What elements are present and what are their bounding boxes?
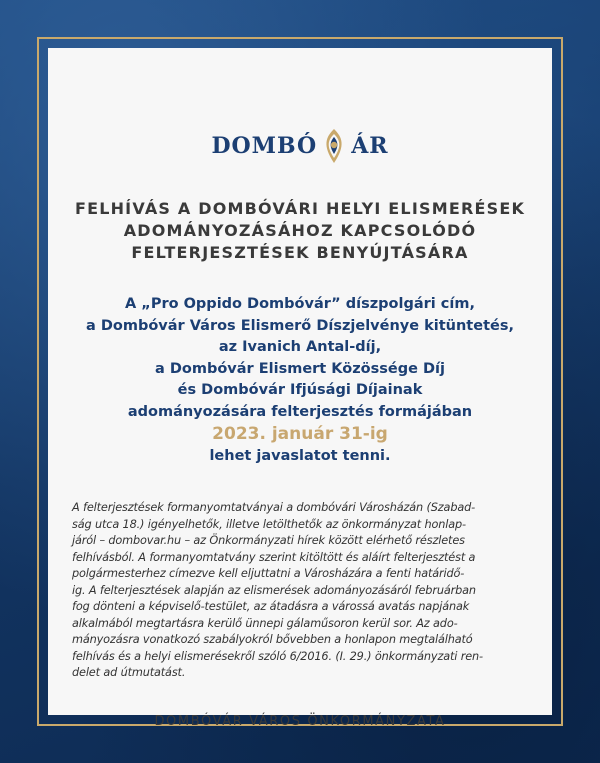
notice-panel: [48, 48, 552, 729]
paragraph-line: polgármesterhez címezve kell eljuttatni a Városházára a fenti határidő-: [72, 567, 465, 580]
details-paragraph: [72, 500, 528, 682]
paragraph-line: A felterjesztések formanyomtatványai a dombóvári Városházán (Szabad-: [72, 501, 476, 514]
dombovar-logo: [48, 126, 552, 166]
award-line: az Ivanich Antal-díj,: [218, 339, 382, 355]
paragraph-line: felhívás és a helyi elismerésekről szóló 6/2016. (I. 29.) önkormányzati ren-: [72, 649, 483, 663]
award-line: és Dombóvár Ifjúsági Díjainak: [177, 382, 423, 398]
award-line: a Dombóvár Elismert Közössége Díj: [155, 360, 445, 377]
notice-heading: [48, 198, 552, 264]
heading-line: FELTERJESZTÉSEK BENYÚJTÁSÁRA: [131, 243, 469, 262]
award-line: a Dombóvár Város Elismerő Díszjelvénye kitüntetés,: [86, 317, 514, 334]
awards-block: [48, 294, 552, 468]
paragraph-line: alkalmából megtartásra kerülő ünnepi gálaműsoron kerül sor. Az ado-: [72, 616, 458, 630]
heading-line: ADOMÁNYOZÁSÁHOZ KAPCSOLÓDÓ: [123, 221, 477, 240]
paragraph-line: delet ad útmutatást.: [72, 666, 186, 679]
logo-text-right: ÁR: [351, 133, 389, 159]
paragraph-line: ság utca 18.) igényelhetők, illetve letölthetők az önkormányzat honlap-: [72, 517, 466, 531]
award-closing-line: lehet javaslatot tenni.: [209, 448, 391, 464]
award-line: A „Pro Oppido Dombóvár” díszpolgári cím,: [125, 296, 475, 312]
paragraph-line: ig. A felterjesztések alapján az elismerések adományozásáról februárban: [72, 583, 476, 597]
paragraph-line: járól – dombovar.hu – az Önkormányzati hírek között elérhető részletes: [72, 534, 465, 547]
paragraph-line: mányozásra vonatkozó szabályokról bővebben a honlapon megtalálható: [72, 633, 473, 646]
paragraph-line: fog dönteni a képviselő-testület, az átadásra a várossá avatás napjának: [72, 600, 470, 613]
heading-line: FELHÍVÁS A DOMBÓVÁRI HELYI ELISMERÉSEK: [74, 199, 526, 218]
signature: DOMBÓVÁR VÁROS ÖNKORMÁNYZATA: [154, 714, 446, 729]
logo-text-left: DOMBÓ: [211, 133, 318, 159]
award-line: adományozására felterjesztés formájában: [127, 403, 473, 420]
shield-eye-icon: [321, 128, 347, 164]
paragraph-line: felhívásból. A formanyomtatvány szerint kitöltött és aláírt felterjesztést a: [72, 550, 476, 564]
deadline-date: 2023. január 31-ig: [212, 424, 388, 444]
